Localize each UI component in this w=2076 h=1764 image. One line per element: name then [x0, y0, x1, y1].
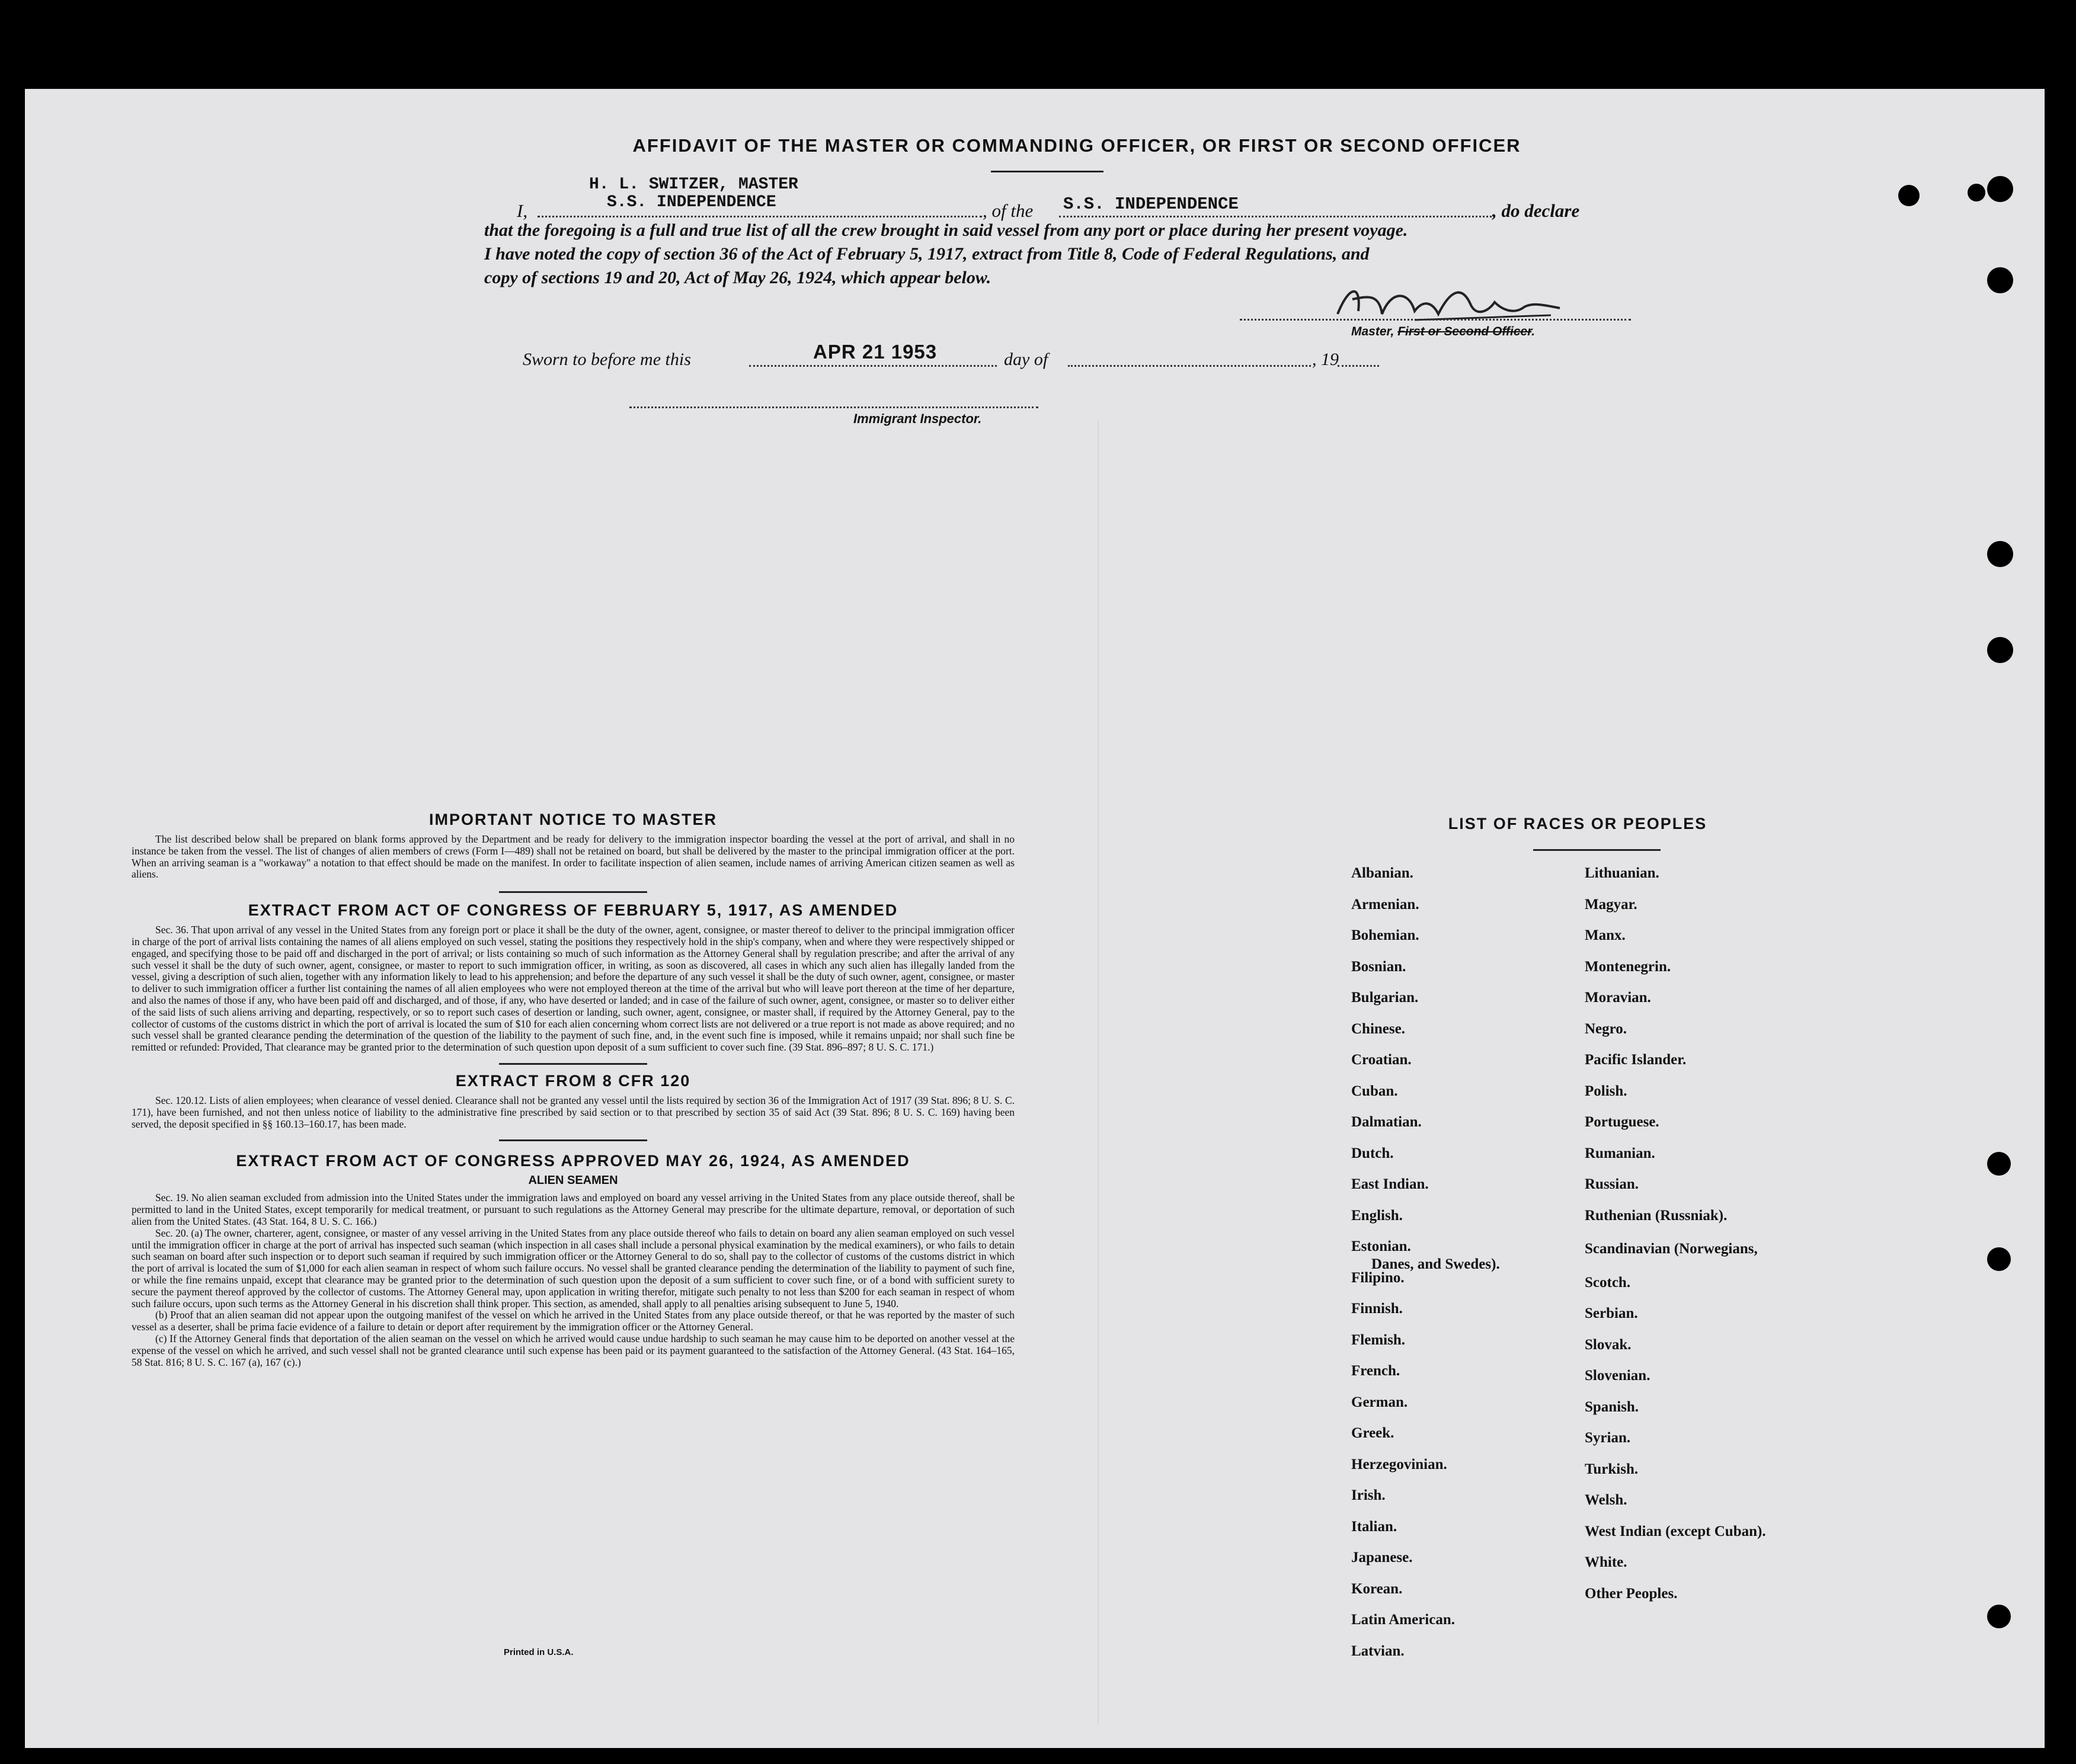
statement-line2: I have noted the copy of section 36 of the Act of February 5, 1917, extract from Title 8, Code of Federal Regulations, and — [484, 244, 1370, 264]
extract-cfr-title: EXTRACT FROM 8 CFR 120 — [455, 1071, 691, 1090]
races-rule — [1533, 849, 1661, 851]
race-item: Italian. — [1351, 1518, 1397, 1535]
date-stamp: APR 21 1953 — [813, 341, 938, 363]
notice-column — [132, 811, 1015, 1368]
signature-caption — [1351, 325, 1535, 339]
extract-1917-title: EXTRACT FROM ACT OF CONGRESS OF FEBRUARY 5, 1917, AS AMENDED — [248, 901, 898, 920]
punch-hole — [1987, 541, 2013, 567]
statement-line1: that the foregoing is a full and true list of all the crew brought in said vessel from any port or place during her present voyage. — [484, 220, 1408, 240]
month-blank — [1068, 365, 1311, 367]
extract-1924-title: EXTRACT FROM ACT OF CONGRESS APPROVED MAY 26, 1924, AS AMENDED — [236, 1152, 910, 1170]
race-item: White. — [1585, 1554, 1627, 1570]
i-label: I, — [517, 200, 528, 221]
fold-line — [1098, 421, 1099, 1724]
race-item: Scotch. — [1585, 1274, 1631, 1291]
race-item: Pacific Islander. — [1585, 1052, 1687, 1068]
sec-20b-text: (b) Proof that an alien seaman did not appear upon the outgoing manifest of the vessel on which he arrived in the United States from any place outside thereof, or that he was reported by the master of such vessel as a deserter, shall be prima facie evidence of a failure to detain or deport after requirement by the immigration officer or the Attorney General. — [132, 1309, 1015, 1333]
punch-hole — [1987, 1605, 2011, 1628]
race-item: Ruthenian (Russniak). — [1585, 1207, 1728, 1224]
race-item: Lithuanian. — [1585, 865, 1659, 881]
races-title: LIST OF RACES OR PEOPLES — [1448, 815, 1707, 833]
race-item: Magyar. — [1585, 896, 1637, 913]
punch-hole — [1968, 184, 1985, 201]
handwritten-signature — [1326, 278, 1575, 332]
printed-in-usa: Printed in U.S.A. — [504, 1647, 574, 1657]
race-item: Montenegrin. — [1585, 958, 1671, 975]
race-item: Other Peoples. — [1585, 1585, 1678, 1602]
race-item: Estonian. — [1351, 1238, 1411, 1254]
race-item: Armenian. — [1351, 896, 1419, 913]
race-item: Polish. — [1585, 1083, 1627, 1099]
affidavit-title: AFFIDAVIT OF THE MASTER OR COMMANDING OFFICER, OR FIRST OR SECOND OFFICER — [632, 135, 1521, 156]
race-item: Greek. — [1351, 1425, 1394, 1441]
race-item: Korean. — [1351, 1580, 1403, 1597]
extract-1917-rule — [499, 1063, 647, 1065]
race-item: Irish. — [1351, 1487, 1386, 1503]
race-item: English. — [1351, 1207, 1403, 1224]
race-item: Russian. — [1585, 1176, 1639, 1192]
race-item: French. — [1351, 1363, 1400, 1379]
inspector-signature-blank — [629, 406, 1038, 408]
race-item: Japanese. — [1351, 1549, 1413, 1565]
race-item: Bosnian. — [1351, 958, 1406, 975]
punch-hole — [1898, 185, 1920, 206]
race-item: West Indian (except Cuban). — [1585, 1523, 1766, 1539]
race-item: Finnish. — [1351, 1301, 1403, 1317]
race-item: Portuguese. — [1585, 1114, 1659, 1130]
extract-cfr-rule — [499, 1139, 647, 1141]
extract-cfr-text: Sec. 120.12. Lists of alien employees; when clearance of vessel denied. Clearance shall not be granted any vessel until the lists required by section 36 of the Immigration Act of 1917 (39 Stat. 896; 8 U. S. C. 171), have been furnished, and not then unless notice of liability to the administrative fine prescribed by said section or to that prescribed by section 35 of said Act (39 Stat. 896; 8 U. S. C. 169) having been served, the deposit specified in §§ 160.13–160.17, has been made. — [132, 1094, 1015, 1130]
race-item: Flemish. — [1351, 1331, 1405, 1348]
struck-officer-label: First or Second Officer — [1397, 325, 1532, 338]
notice-text: The list described below shall be prepared on blank forms approved by the Department and be ready for delivery to the immigration inspector boarding the vessel at the port of arrival, and shall in no instance be taken from the vessel. The list of changes of alien members of crews (Form I—489) shall not be retained on board, but shall be delivered by the master to the principal immigration officer at the port. When an arriving seaman is a "workaway" a notation to that effect should be made on the manifest. In order to facilitate inspection of alien seamen, include names of arriving American citizen seamen as well as aliens. — [132, 833, 1015, 881]
vessel-name: S.S. INDEPENDENCE — [1063, 194, 1239, 214]
race-item: Welsh. — [1585, 1492, 1627, 1508]
punch-hole — [1987, 267, 2013, 293]
race-item: Manx. — [1585, 927, 1626, 943]
sworn-label: Sworn to before me this — [523, 350, 691, 369]
statement-line3: copy of sections 19 and 20, Act of May 26, 1924, which appear below. — [484, 268, 991, 287]
race-item: Slovak. — [1585, 1336, 1632, 1353]
vessel-blank — [1059, 216, 1492, 217]
race-item: Bohemian. — [1351, 927, 1419, 943]
typed-master-name: H. L. SWITZER, MASTER — [589, 175, 798, 194]
race-item: Cuban. — [1351, 1083, 1398, 1099]
race-item: Serbian. — [1585, 1305, 1638, 1321]
race-item: Rumanian. — [1585, 1145, 1655, 1161]
punch-hole — [1987, 637, 2013, 663]
race-item: Dutch. — [1351, 1145, 1394, 1161]
master-label: Master, — [1351, 325, 1394, 338]
race-item: Chinese. — [1351, 1020, 1405, 1037]
race-item: East Indian. — [1351, 1176, 1429, 1192]
race-item: Filipino. — [1351, 1269, 1405, 1286]
race-item: Spanish. — [1585, 1398, 1639, 1415]
sworn-date-blank — [749, 365, 997, 367]
race-item: Syrian. — [1585, 1430, 1631, 1446]
title-rule — [991, 171, 1103, 172]
race-item: Slovenian. — [1585, 1368, 1650, 1384]
do-declare: , do declare — [1492, 200, 1580, 221]
race-item: Latin American. — [1351, 1612, 1455, 1628]
punch-hole — [1987, 1247, 2011, 1271]
race-item: Scandinavian (Norwegians, — [1585, 1241, 1758, 1257]
race-item: Dalmatian. — [1351, 1114, 1422, 1130]
race-item: Latvian. — [1351, 1643, 1405, 1659]
typed-vessel-name: S.S. INDEPENDENCE — [607, 193, 776, 212]
caption-end: . — [1531, 325, 1536, 338]
notice-title: IMPORTANT NOTICE TO MASTER — [429, 811, 717, 828]
race-item: Negro. — [1585, 1020, 1627, 1037]
document-page — [25, 89, 2045, 1748]
extract-1917-text: Sec. 36. That upon arrival of any vessel in the United States from any foreign port or place it shall be the duty of the owner, agent, consignee, or master thereof to deliver to the principal immigration officer in charge of the port of arrival lists containing the names of all aliens employed on such vessel, stating the positions they respectively hold in the ship's company, when and where they were respectively shipped or engaged, and specifying those to be paid off and discharged in the port of arrival; or lists containing so much of such information as the Attorney General shall by regulation prescribe; and after the arrival of any such vessel it shall be the duty of such owner, agent, consignee, or master to report to such immigration officer, in writing, as soon as discovered, all cases in which any such alien has illegally landed from the vessel, giving a description of such alien, together with any information likely to lead to his apprehension; and before the departure of any such vessel it shall be the duty of such owner, agent, consignee, or master to deliver to such immigration officer a further list containing the names of all alien employees who were not employed thereon at the time of the arrival but who will leave port thereon at the time of her departure, and also the names of those if any, who have been paid off and discharged, and of those, if any, who have deserted or landed; and in case of the failure of such owner, agent, consignee, or master so to deliver either of the said lists of such aliens arriving and departing, respectively, or so to report such cases of desertion or landing, such owner, agent, consignee, or master shall, if required by the Attorney General, pay to the collector of customs of the customs district in which the port of arrival is located the sum of $10 for each alien concerning whom correct lists are not delivered or a true report is not made as above required; and no such vessel shall be granted clearance pending the determination of the question of the liability to the payment of such fine, and, in the event such fine is imposed, while it remains unpaid; nor shall such fine be remitted or refunded: Provided, That clearance may be granted prior to the determination of such question upon deposit of a sum sufficient to cover such fine. (39 Stat. 896–897; 8 U. S. C. 171.) — [132, 924, 1015, 1054]
race-item: Moravian. — [1585, 990, 1651, 1006]
punch-hole — [1987, 1152, 2011, 1176]
year-label: , 19 — [1312, 350, 1339, 369]
race-item: Turkish. — [1585, 1461, 1639, 1477]
extract-1924-subtitle: ALIEN SEAMEN — [528, 1174, 618, 1187]
signature-blank — [1240, 319, 1631, 321]
race-item: Croatian. — [1351, 1052, 1412, 1068]
sec-19-text: Sec. 19. No alien seaman excluded from admission into the United States under the immigration laws and employed on board any vessel arriving in the United States from any place outside thereof, shall be permitted to land in the United States, except temporarily for medical treatment, or pursuant to such regulations as the Attorney General may prescribe for the ultimate departure, removal, or deportation of such alien from the United States. (43 Stat. 164, 8 U. S. C. 166.) — [132, 1192, 1015, 1227]
of-the-label: , of the — [983, 200, 1034, 221]
year-blank — [1338, 365, 1379, 367]
race-item: Danes, and Swedes). — [1371, 1256, 1500, 1272]
inspector-label: Immigrant Inspector. — [853, 411, 982, 426]
name-blank — [538, 216, 982, 217]
race-item: German. — [1351, 1394, 1408, 1410]
notice-rule — [499, 891, 647, 893]
race-item: Albanian. — [1351, 865, 1413, 881]
sec-20c-text: (c) If the Attorney General finds that deportation of the alien seaman on the vessel on which he arrived would cause undue hardship to such seaman he may cause him to be deported on another vessel at the expense of the vessel on which he arrived, and such vessel shall not be granted clearance until such expense has been paid or its payment guaranteed to the satisfaction of the Attorney General. (43 Stat. 164–165, 58 Stat. 816; 8 U. S. C. 167 (a), 167 (c).) — [132, 1332, 1015, 1368]
punch-hole — [1987, 176, 2013, 202]
sec-20a-text: Sec. 20. (a) The owner, charterer, agent, consignee, or master of any vessel arriving in the United States from any place outside thereof who fails to detain on board any alien seaman employed on such vessel until the immigration officer in charge at the port of arrival has inspected such seaman (which inspection in all cases shall include a personal physical examination by the medical examiners), or who fails to detain such seaman on board after such inspection or to deport such seaman if required by such immigration officer or the Attorney General to do so, shall pay to the collector of customs of the customs district in which the port of arrival is located the sum of $1,000 for each alien seaman in respect of whom such failure occurs. No vessel shall be granted clearance pending the determination of the liability to payment of such fine, or while the fine remains unpaid, except that clearance may be granted prior to the determination of such question upon the deposit of a sum sufficient to cover such fine, or of a bond with sufficient surety to secure the payment thereof approved by the collector of customs. The Attorney General may, upon application in writing therefor, mitigate such penalty to not less than $200 for each seaman in respect of whom such failure occurs, upon such terms as the Attorney General in his discretion shall think proper. This section, as amended, shall apply to all penalties arising subsequent to June 5, 1940. — [132, 1227, 1015, 1310]
day-of-label: day of — [1004, 350, 1048, 369]
race-item: Bulgarian. — [1351, 990, 1419, 1006]
race-item: Herzegovinian. — [1351, 1456, 1447, 1472]
